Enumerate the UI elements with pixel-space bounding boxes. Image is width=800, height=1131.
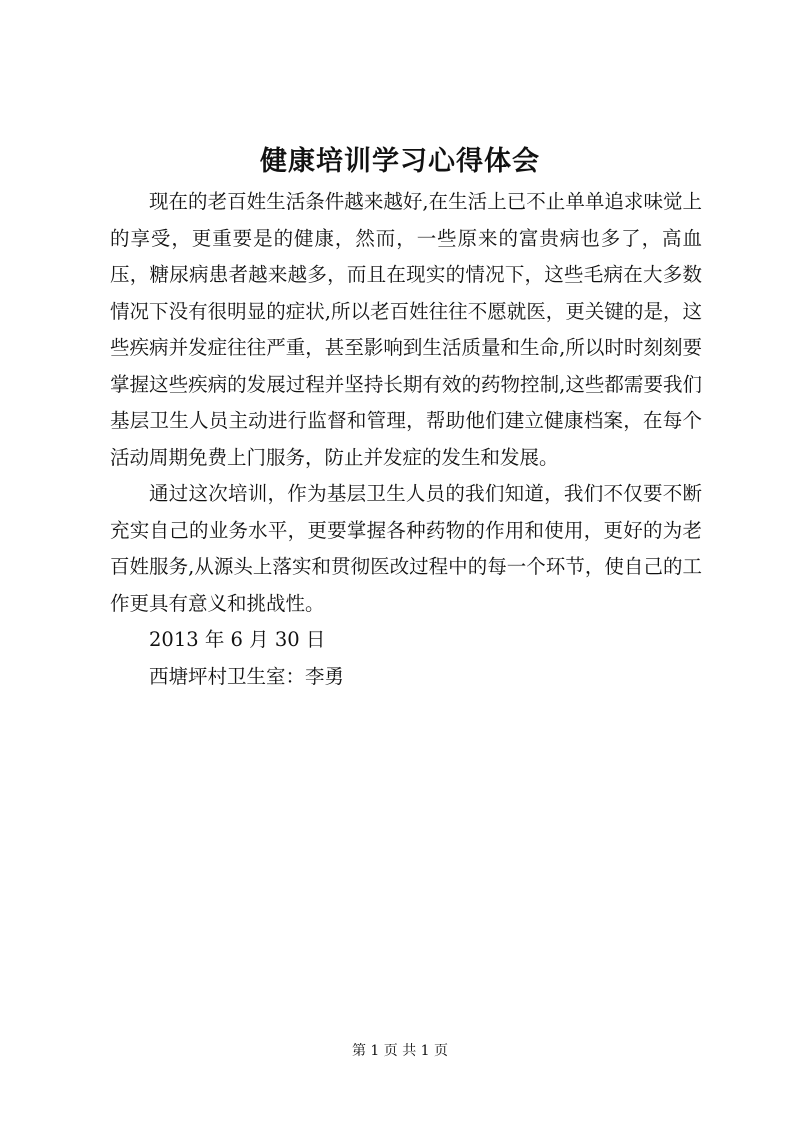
document-signature: 西塘坪村卫生室：李勇 (149, 664, 345, 688)
document-title: 健康培训学习心得体会 (260, 146, 540, 177)
paragraph-2: 通过这次培训，作为基层卫生人员的我们知道，我们不仅要不断充实自己的业务水平，更要掌握各种药物的作用和使用，更好的为老百姓服务,从源头上落实和贯彻医改过程中的每一个环节，使自己的工作更具有意义和挑战性。 (110, 482, 702, 615)
document-date: 2013 年 6 月 30 日 (149, 628, 326, 651)
document-body (110, 184, 702, 695)
paragraph-1: 现在的老百姓生活条件越来越好,在生活上已不止单单追求味觉上的享受，更重要是的健康，然而，一些原来的富贵病也多了，高血压，糖尿病患者越来越多，而且在现实的情况下，这些毛病在大多数情况下没有很明显的症状,所以老百姓往往不愿就医，更关键的是，这些疾病并发症往往严重，甚至影响到生活质量和生命,所以时时刻刻要掌握这些疾病的发展过程并坚持长期有效的药物控制,这些都需要我们基层卫生人员主动进行监督和管理，帮助他们建立健康档案，在每个活动周期免费上门服务，防止并发症的发生和发展。 (110, 190, 702, 469)
page-footer: 第 1 页 共 1 页 (351, 1043, 449, 1059)
